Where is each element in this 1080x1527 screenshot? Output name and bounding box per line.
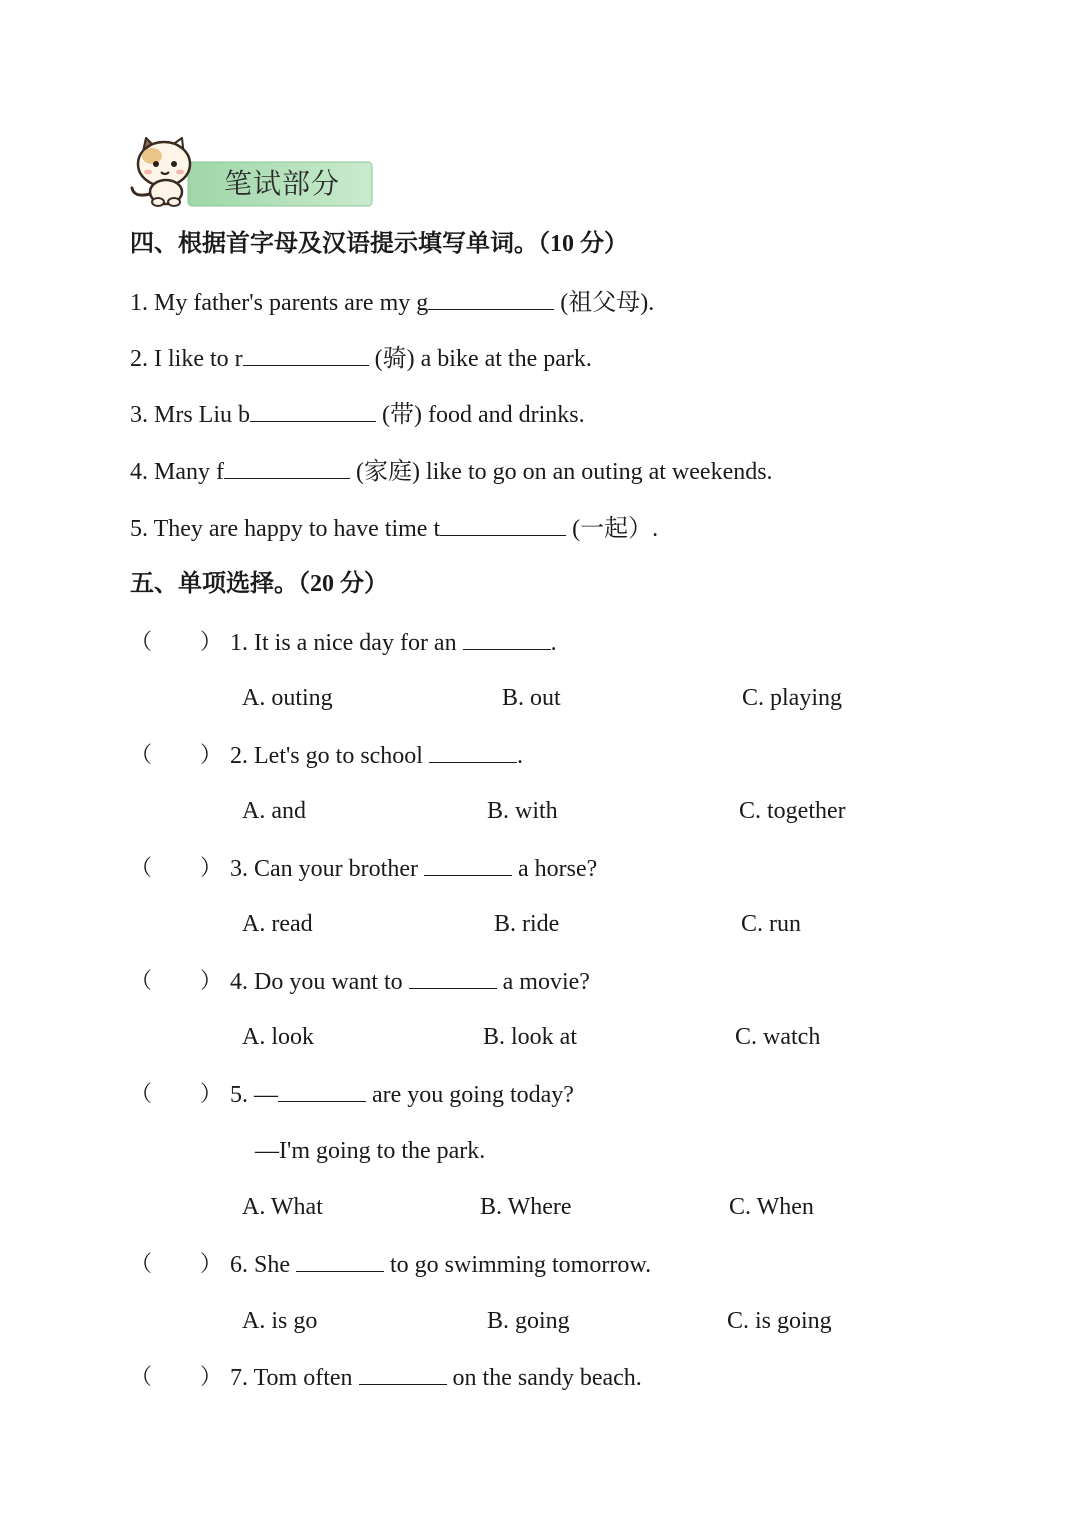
question-1-end: . (550, 630, 557, 656)
fill-item-2-hint: (骑) a bike at the park. (368, 346, 592, 372)
question-1-text: 1. It is a nice day for an (230, 630, 463, 656)
q3-option-a[interactable]: A. read (242, 911, 313, 937)
q5-option-c[interactable]: C. When (729, 1194, 814, 1220)
section-banner (128, 132, 378, 216)
question-5-end: are you going today? (366, 1082, 574, 1108)
question-5-text: 5. — (230, 1082, 278, 1108)
q2-option-b[interactable]: B. with (487, 798, 558, 824)
q6-option-a[interactable]: A. is go (242, 1308, 318, 1334)
question-3-end: a horse? (511, 856, 598, 882)
question-6-end: to go swimming tomorrow. (384, 1252, 652, 1278)
q1-option-b[interactable]: B. out (502, 685, 561, 711)
answer-paren-open-6: （ (130, 1251, 153, 1276)
question-4-text: 4. Do you want to (230, 969, 409, 995)
question-1 (230, 627, 557, 658)
banner-title: 笔试部分 (224, 167, 341, 200)
fill-item-3-text: 3. Mrs Liu b (130, 402, 250, 428)
fill-item-1-hint: (祖父母). (554, 290, 655, 316)
fill-item-2-text: 2. I like to r (130, 346, 243, 372)
question-4-blank (409, 966, 497, 989)
q3-option-b[interactable]: B. ride (494, 911, 560, 937)
answer-paren-close-6: ） (200, 1251, 223, 1276)
question-6-blank (296, 1249, 384, 1272)
answer-box-3[interactable] (150, 853, 198, 883)
answer-box-7[interactable] (150, 1362, 198, 1392)
answer-box-2[interactable] (150, 740, 198, 770)
question-3 (230, 853, 597, 884)
fill-blank-3[interactable] (250, 399, 376, 422)
fill-item-3-hint: (带) food and drinks. (376, 402, 585, 428)
question-7-end: on the sandy beach. (446, 1365, 642, 1391)
question-2-blank (429, 740, 517, 763)
fill-blank-4[interactable] (224, 456, 350, 479)
question-2 (230, 740, 523, 771)
q2-option-c[interactable]: C. together (739, 798, 846, 824)
answer-paren-close-1: ） (200, 629, 223, 654)
section4-heading: 四、根据首字母及汉语提示填写单词。（10 分） (130, 231, 628, 257)
question-7-blank (359, 1362, 447, 1385)
question-6 (230, 1249, 651, 1280)
question-4 (230, 966, 590, 997)
fill-blank-1[interactable] (428, 287, 554, 310)
answer-paren-open-5: （ (130, 1081, 153, 1106)
question-3-blank (424, 853, 512, 876)
answer-paren-open-1: （ (130, 629, 153, 654)
fill-item-4-text: 4. Many f (130, 459, 224, 485)
answer-paren-open-3: （ (130, 855, 153, 880)
fill-item-1 (130, 287, 654, 318)
q1-option-c[interactable]: C. playing (742, 685, 842, 711)
fill-item-5 (130, 513, 658, 544)
question-3-text: 3. Can your brother (230, 856, 424, 882)
q6-option-b[interactable]: B. going (487, 1308, 570, 1334)
question-5 (230, 1079, 574, 1110)
fill-item-4-hint: (家庭) like to go on an outing at weekends. (349, 459, 773, 485)
question-5-blank (278, 1079, 366, 1102)
q3-option-c[interactable]: C. run (741, 911, 801, 937)
question-7 (230, 1362, 642, 1393)
q5-option-b[interactable]: B. Where (480, 1194, 572, 1220)
fill-item-3 (130, 399, 585, 430)
fill-blank-5[interactable] (440, 513, 566, 536)
q2-option-a[interactable]: A. and (242, 798, 306, 824)
question-2-end: . (516, 743, 523, 769)
fill-item-1-text: 1. My father's parents are my g (130, 290, 429, 316)
q1-option-a[interactable]: A. outing (242, 685, 333, 711)
question-6-text: 6. She (230, 1252, 296, 1278)
question-4-end: a movie? (496, 969, 590, 995)
answer-paren-open-4: （ (130, 968, 153, 993)
answer-paren-close-5: ） (200, 1081, 223, 1106)
answer-box-1[interactable] (150, 627, 198, 657)
fill-item-4 (130, 456, 773, 487)
answer-paren-close-4: ） (200, 968, 223, 993)
answer-paren-close-2: ） (200, 742, 223, 767)
answer-box-5[interactable] (150, 1079, 198, 1109)
section5-heading: 五、单项选择。（20 分） (130, 571, 388, 597)
q4-option-c[interactable]: C. watch (735, 1024, 821, 1050)
q4-option-a[interactable]: A. look (242, 1024, 314, 1050)
fill-blank-2[interactable] (243, 343, 369, 366)
question-1-blank (463, 627, 551, 650)
answer-paren-open-2: （ (130, 742, 153, 767)
cat-mascot-icon (132, 138, 190, 206)
question-7-text: 7. Tom often (230, 1365, 359, 1391)
fill-item-5-hint: (一起）. (566, 516, 659, 542)
answer-paren-close-3: ） (200, 855, 223, 880)
question-2-text: 2. Let's go to school (230, 743, 429, 769)
answer-paren-close-7: ） (200, 1364, 223, 1389)
q4-option-b[interactable]: B. look at (483, 1024, 577, 1050)
q6-option-c[interactable]: C. is going (727, 1308, 832, 1334)
answer-paren-open-7: （ (130, 1364, 153, 1389)
fill-item-5-text: 5. They are happy to have time t (130, 516, 441, 542)
q5-option-a[interactable]: A. What (242, 1194, 323, 1220)
fill-item-2 (130, 343, 592, 374)
answer-box-6[interactable] (150, 1249, 198, 1279)
question-5-answer-line: —I'm going to the park. (255, 1138, 486, 1164)
answer-box-4[interactable] (150, 966, 198, 996)
